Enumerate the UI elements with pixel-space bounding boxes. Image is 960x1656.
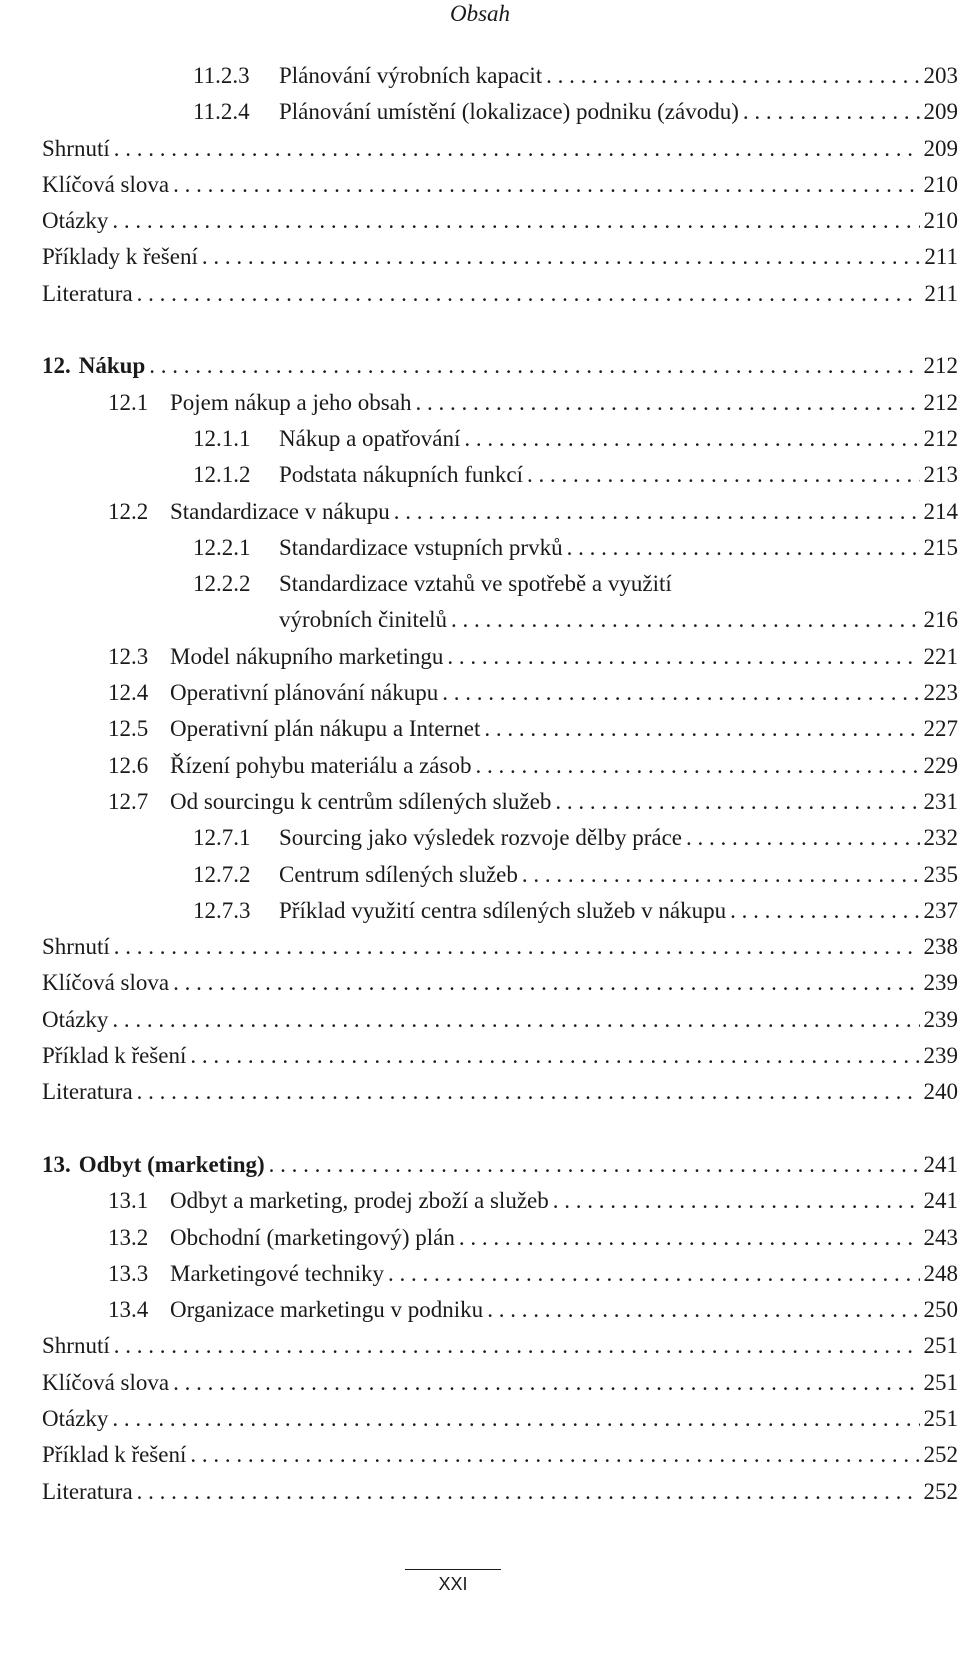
dot-leader: [447, 639, 919, 675]
toc-page-number: 248: [923, 1260, 958, 1286]
dot-leader: [567, 530, 920, 566]
dot-leader: [149, 348, 919, 384]
toc-entry-row[interactable]: [42, 820, 958, 856]
toc-entry-number: 12.4: [108, 680, 149, 706]
dot-leader: [112, 1401, 919, 1437]
dot-leader: [686, 820, 919, 856]
toc-page-number: 223: [923, 680, 958, 706]
toc-page-number: 251: [923, 1333, 958, 1359]
toc-entry-number: 12.: [42, 353, 71, 379]
toc-entry-number: 12.1: [108, 389, 149, 415]
toc-entry-title: Plánování umístění (lokalizace) podniku (závodu): [279, 99, 739, 125]
toc-entry-title: Klíčová slova: [42, 171, 170, 197]
toc-page-number: 212: [923, 389, 958, 415]
dot-leader: [743, 94, 920, 130]
toc-entry-row[interactable]: [42, 929, 958, 965]
running-head: Obsah: [449, 1, 511, 26]
dot-leader: [190, 1437, 919, 1473]
toc-page-number: 210: [923, 171, 958, 197]
dot-leader: [173, 167, 919, 203]
toc-entry-number: 11.2.4: [193, 99, 250, 125]
toc-entry-title: Pojem nákup a jeho obsah: [170, 389, 412, 415]
dot-leader: [112, 1002, 919, 1038]
toc-entry-title: Literatura: [42, 1079, 133, 1105]
toc-entry-row[interactable]: [42, 893, 958, 929]
toc-entry-title: Příklad využití centra sdílených služeb v nákupu: [279, 897, 727, 923]
toc-page-number: 252: [923, 1442, 958, 1468]
toc-entry-title: Klíčová slova: [42, 970, 170, 996]
toc-entry-title: Standardizace vztahů ve spotřebě a využití: [279, 571, 672, 597]
toc-page-number: 214: [923, 498, 958, 524]
toc-entry-title: Řízení pohybu materiálu a zásob: [170, 752, 472, 778]
toc-page-number: 239: [923, 970, 958, 996]
toc-page-number: 212: [923, 353, 958, 379]
dot-leader: [394, 494, 920, 530]
toc-entry-title: Shrnutí: [42, 135, 110, 161]
folio-rule: [405, 1569, 501, 1570]
dot-leader: [464, 421, 919, 457]
toc-entry-title: Centrum sdílených služeb: [279, 861, 518, 887]
toc-entry-row[interactable]: [42, 784, 958, 820]
toc-entry-number: 12.2.2: [193, 571, 251, 597]
toc-page-number: 241: [923, 1188, 958, 1214]
toc-entry-number: 12.3: [108, 643, 149, 669]
toc-entry-number: 12.7.1: [193, 825, 251, 851]
toc-entry-number: 13.3: [108, 1260, 149, 1286]
dot-leader: [173, 965, 919, 1001]
dot-leader: [137, 276, 921, 312]
dot-leader: [269, 1147, 920, 1183]
toc-entry-row[interactable]: [42, 711, 958, 747]
dot-leader: [112, 203, 919, 239]
toc-entry-number: 12.2: [108, 498, 149, 524]
toc-entry-title: Marketingové techniky: [170, 1260, 384, 1286]
toc-entry-row[interactable]: [42, 1256, 958, 1292]
dot-leader: [487, 1292, 919, 1328]
toc-entry-number: 12.7: [108, 788, 149, 814]
dot-leader: [553, 1183, 920, 1219]
toc-entry-row[interactable]: [42, 748, 958, 784]
toc-chapter-row[interactable]: [42, 348, 958, 384]
toc-page-number: 231: [923, 788, 958, 814]
toc-entry-title: Nákup a opatřování: [279, 425, 461, 451]
toc-entry-row[interactable]: [42, 1074, 958, 1110]
dot-leader: [527, 457, 919, 493]
toc-page-number: 237: [923, 897, 958, 923]
dot-leader: [459, 1220, 920, 1256]
toc-entry-title: Standardizace v nákupu: [170, 498, 390, 524]
toc-entry-title: Příklad k řešení: [42, 1043, 187, 1069]
toc-entry-row[interactable]: [42, 566, 958, 602]
toc-entry-row[interactable]: [42, 457, 958, 493]
dot-leader: [522, 857, 920, 893]
toc-page-number: 251: [923, 1405, 958, 1431]
toc-entry-number: 12.7.3: [193, 897, 251, 923]
toc-page-number: 241: [923, 1151, 958, 1177]
dot-leader: [114, 929, 920, 965]
toc-page-number: 213: [923, 462, 958, 488]
dot-leader: [114, 131, 920, 167]
toc-entry-title: Sourcing jako výsledek rozvoje dělby práce: [279, 825, 683, 851]
toc-entry-title: Nákup: [78, 353, 146, 379]
toc-entry-row[interactable]: [42, 675, 958, 711]
toc-entry-title: Otázky: [42, 1405, 109, 1431]
toc-entry-title-continued: výrobních činitelů: [279, 607, 447, 633]
toc-entry-row[interactable]: [42, 94, 958, 130]
toc-page-number: 210: [923, 208, 958, 234]
toc-entry-number: 13.: [42, 1151, 71, 1177]
toc-entry-title: Shrnutí: [42, 1333, 110, 1359]
toc-entry-title: Od sourcingu k centrům sdílených služeb: [170, 788, 552, 814]
toc-entry-title: Literatura: [42, 1478, 133, 1504]
dot-leader: [202, 239, 920, 275]
toc-entry-title: Podstata nákupních funkcí: [279, 462, 524, 488]
toc-entry-number: 13.2: [108, 1224, 149, 1250]
toc-entry-number: 12.1.2: [193, 462, 251, 488]
toc-page-number: 239: [923, 1043, 958, 1069]
toc-page-number: 221: [923, 643, 958, 669]
toc-entry-number: 12.1.1: [193, 425, 251, 451]
dot-leader: [730, 893, 919, 929]
toc-page-number: 209: [923, 99, 958, 125]
toc-entry-row[interactable]: [42, 203, 958, 239]
toc-entry-row[interactable]: [42, 239, 958, 275]
toc-entry-row[interactable]: [42, 1220, 958, 1256]
table-of-contents: [42, 58, 958, 1510]
page-number: XXI: [438, 1574, 468, 1594]
toc-entry-title: Klíčová slova: [42, 1369, 170, 1395]
toc-entry-title: Plánování výrobních kapacit: [279, 63, 543, 88]
toc-entry-row[interactable]: [42, 1292, 958, 1328]
toc-entry-title: Odbyt (marketing): [78, 1151, 265, 1177]
toc-entry-row[interactable]: [42, 1002, 958, 1038]
toc-entry-row[interactable]: [42, 494, 958, 530]
dot-leader: [415, 385, 919, 421]
dot-leader: [114, 1328, 920, 1364]
dot-leader: [475, 748, 919, 784]
toc-page-number: 239: [923, 1006, 958, 1032]
toc-entry-title: Příklad k řešení: [42, 1442, 187, 1468]
toc-entry-row[interactable]: [42, 167, 958, 203]
toc-entry-title: Obchodní (marketingový) plán: [170, 1224, 455, 1250]
toc-page-number: 211: [924, 244, 958, 270]
toc-page-number: 212: [923, 425, 958, 451]
toc-entry-number: 12.7.2: [193, 861, 251, 887]
toc-entry-title: Odbyt a marketing, prodej zboží a služeb: [170, 1188, 549, 1214]
toc-entry-row[interactable]: [42, 530, 958, 566]
toc-entry-continuation[interactable]: [42, 602, 958, 638]
toc-page-number: 211: [924, 280, 958, 306]
toc-entry-title: Organizace marketingu v podniku: [170, 1297, 484, 1323]
toc-entry-number: 13.1: [108, 1188, 149, 1214]
toc-entry-title: Otázky: [42, 1006, 109, 1032]
toc-chapter-row[interactable]: [42, 1147, 958, 1183]
toc-entry-number: 12.2.1: [193, 534, 251, 560]
toc-page-number: 227: [923, 716, 958, 742]
toc-entry-number: 12.5: [108, 716, 149, 742]
toc-entry-row[interactable]: [42, 1437, 958, 1473]
toc-entry-title: Operativní plánování nákupu: [170, 680, 439, 706]
toc-entry-row[interactable]: [42, 1038, 958, 1074]
toc-entry-number: 13.4: [108, 1297, 149, 1323]
toc-entry-row[interactable]: [42, 857, 958, 893]
dot-leader: [173, 1365, 919, 1401]
toc-entry-row[interactable]: [42, 965, 958, 1001]
toc-entry-row[interactable]: [42, 1183, 958, 1219]
toc-entry-row[interactable]: [42, 1401, 958, 1437]
toc-entry-title: Standardizace vstupních prvků: [279, 534, 563, 560]
toc-page-number: 240: [923, 1079, 958, 1105]
toc-entry-title: Shrnutí: [42, 934, 110, 960]
dot-leader: [137, 1474, 920, 1510]
toc-entry-row[interactable]: [42, 639, 958, 675]
toc-entry-title: Model nákupního marketingu: [170, 643, 444, 669]
dot-leader: [442, 675, 919, 711]
toc-entry-row[interactable]: [42, 58, 958, 94]
dot-leader: [137, 1074, 920, 1110]
toc-entry-title: Příklady k řešení: [42, 244, 198, 270]
toc-page-number: 216: [923, 607, 958, 633]
dot-leader: [190, 1038, 919, 1074]
toc-entry-title: Otázky: [42, 208, 109, 234]
toc-page-number: 250: [923, 1297, 958, 1323]
toc-entry-row[interactable]: [42, 1328, 958, 1364]
toc-page-number: 252: [923, 1478, 958, 1504]
toc-entry-title: Literatura: [42, 280, 133, 306]
toc-entry-row[interactable]: [42, 276, 958, 312]
toc-entry-number: 11.2.3: [193, 63, 250, 88]
toc-page-number: 251: [923, 1369, 958, 1395]
dot-leader: [388, 1256, 920, 1292]
toc-entry-row[interactable]: [42, 421, 958, 457]
toc-entry-row[interactable]: [42, 1365, 958, 1401]
toc-page-number: 229: [923, 752, 958, 778]
toc-entry-row[interactable]: [42, 131, 958, 167]
toc-page-number: 232: [923, 825, 958, 851]
toc-entry-number: 12.6: [108, 752, 149, 778]
toc-page-number: 203: [923, 63, 958, 88]
toc-entry-row[interactable]: [42, 1474, 958, 1510]
toc-page-number: 243: [923, 1224, 958, 1250]
toc-page-number: 215: [923, 534, 958, 560]
dot-leader: [451, 602, 920, 638]
toc-page-number: 238: [923, 934, 958, 960]
dot-leader: [555, 784, 919, 820]
toc-entry-row[interactable]: [42, 385, 958, 421]
toc-page-number: 209: [923, 135, 958, 161]
dot-leader: [484, 711, 919, 747]
toc-entry-title: Operativní plán nákupu a Internet: [170, 716, 481, 742]
toc-page-number: 235: [923, 861, 958, 887]
dot-leader: [546, 58, 919, 94]
